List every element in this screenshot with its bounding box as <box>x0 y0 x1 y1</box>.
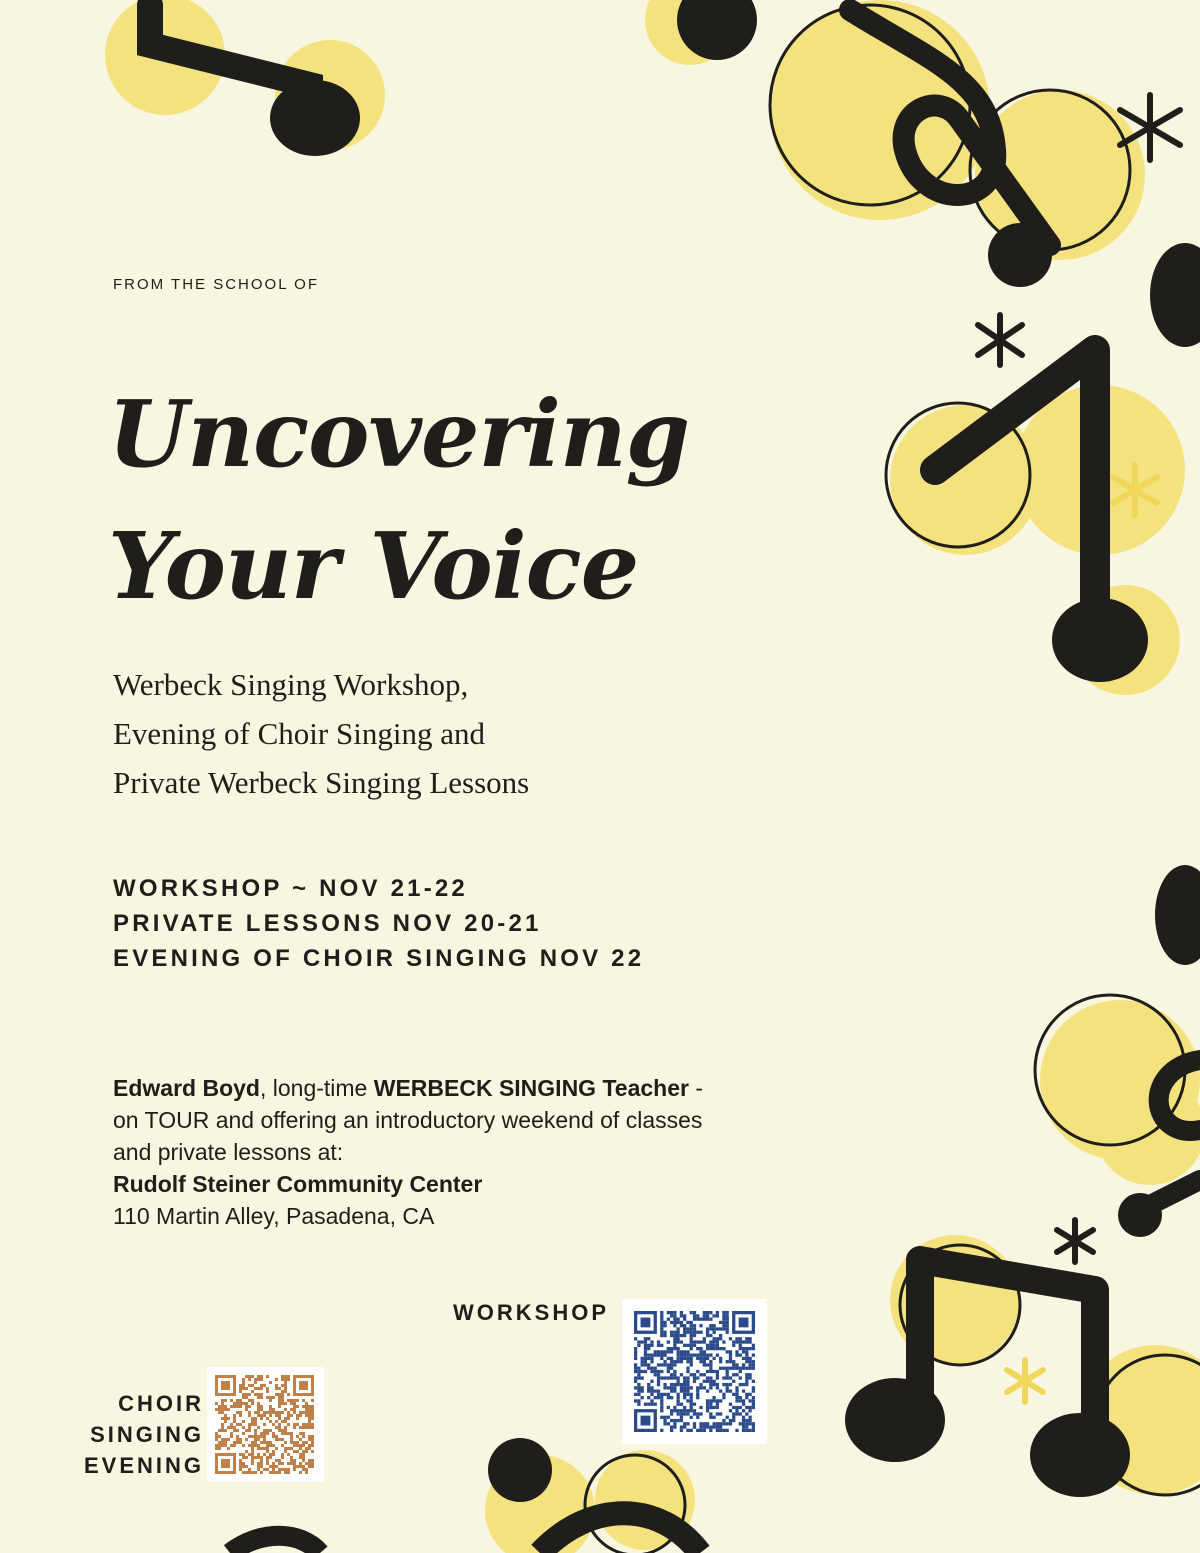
teacher-role-1: WERBECK SINGING <box>373 1075 597 1101</box>
title-line-1: Uncovering <box>108 380 690 488</box>
page-title <box>108 368 748 632</box>
venue-name: Rudolf Steiner Community Center <box>113 1171 483 1197</box>
choir-qr-code[interactable] <box>207 1367 324 1482</box>
details-text-1: , long-time <box>259 1075 374 1101</box>
choir-label-line-1: CHOIR <box>118 1391 204 1416</box>
event-details <box>113 1072 713 1232</box>
subtitle-line-1: Werbeck Singing Workshop, <box>113 667 469 702</box>
choir-label-line-3: EVENING <box>83 1453 204 1478</box>
subtitle <box>113 660 813 807</box>
workshop-qr-code[interactable] <box>622 1299 767 1444</box>
qr-code-icon <box>207 1367 324 1482</box>
subtitle-line-3: Private Werbeck Singing Lessons <box>113 765 530 800</box>
choir-qr-label <box>70 1388 204 1481</box>
subtitle-line-2: Evening of Choir Singing and <box>113 716 485 751</box>
teacher-name: Edward Boyd <box>113 1075 260 1101</box>
workshop-qr-label: WORKSHOP <box>453 1300 609 1325</box>
choir-label-line-2: SINGING <box>90 1422 204 1447</box>
kicker-text: FROM THE SCHOOL OF <box>113 276 320 293</box>
qr-code-icon <box>622 1299 767 1444</box>
details-text-2: - on TOUR and offering an introductory weekend of classes and private lessons at: <box>113 1075 704 1165</box>
title-line-2: Your Voice <box>108 512 639 620</box>
teacher-role-2: Teacher <box>602 1075 689 1101</box>
private-lessons-date: PRIVATE LESSONS NOV 20-21 <box>113 910 542 937</box>
event-dates <box>113 871 813 976</box>
venue-address: 110 Martin Alley, Pasadena, CA <box>113 1203 435 1229</box>
choir-evening-date: EVENING OF CHOIR SINGING NOV 22 <box>113 945 645 972</box>
workshop-date: WORKSHOP ~ NOV 21-22 <box>113 875 468 902</box>
